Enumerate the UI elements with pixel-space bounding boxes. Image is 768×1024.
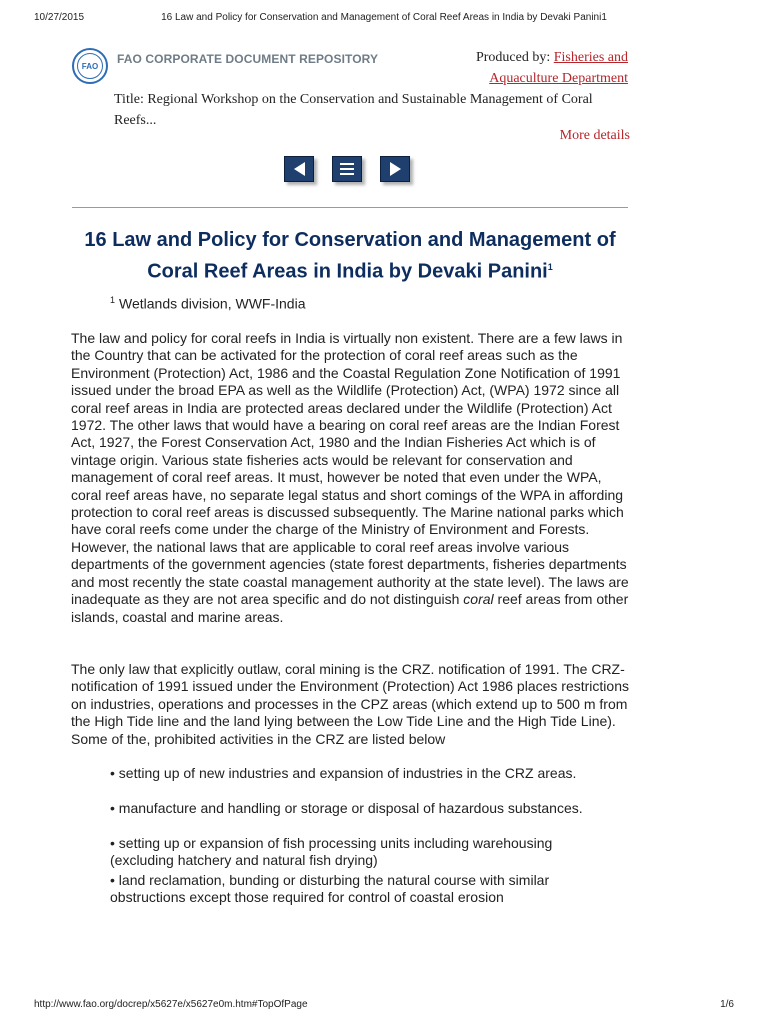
repository-banner	[72, 44, 632, 139]
paragraph-1-text-end: reef areas from other islands, coastal and marine areas.	[71, 591, 629, 625]
article-heading-text: 16 Law and Policy for Conservation and Management of Coral Reef Areas in India by Devaki Panini	[84, 229, 616, 283]
page-navigation	[284, 156, 414, 186]
repository-name[interactable]: FAO CORPORATE DOCUMENT REPOSITORY	[117, 52, 379, 66]
table-of-contents-icon	[340, 163, 354, 175]
print-page-number: 1/6	[720, 999, 734, 1010]
fao-emblem-icon[interactable]	[72, 48, 108, 84]
print-url: http://www.fao.org/docrep/x5627e/x5627e0m.htm#TopOfPage	[34, 999, 308, 1010]
heading-footnote-marker[interactable]: 1	[547, 262, 553, 272]
next-page-button[interactable]	[380, 156, 410, 182]
list-item: • manufacture and handling or storage or disposal of hazardous substances.	[110, 800, 583, 817]
divider	[72, 207, 628, 208]
print-date: 10/27/2015	[34, 12, 85, 23]
list-item: • land reclamation, bunding or disturbing the natural course with similar obstructions except those required for control of coastal erosion	[110, 871, 550, 906]
paragraph-1-text: The law and policy for coral reefs in India is virtually non existent. There are a few laws in the Country that can be activated for the protection of coral reef areas such as the Environment (Protection) Act, 1986 and the Coastal Regulation Zone Notification of 1991 issued under the broad EPA as well as the Wildlife (Protection) Act, (WPA) 1972 since all coral reef areas in India are protected areas declared under the Wildlife (Protection) Act 1972. The other laws that would have a bearing on coral reef areas are the Indian Forest Act, 1927, the Forest Conservation Act, 1980 and the Indian Fisheries Act which is of vintage origin. Various state fisheries acts would be relevant for conservation and management of coral reef areas. It must, however be noted that even under the WPA, coral reef areas have, no separate legal status and short comings of the WPA in affording protection to coral reef areas is discussed subsequently. The Marine national parks which have coral reefs come under the charge of the Ministry of Environment and Forests. However, the national laws that are applicable to coral reef areas involve various departments of the government agencies (state forest departments, fisheries departments and most recently the state coastal management authority at the state level). The laws are inadequate as they are not area specific and do not distinguish	[71, 330, 629, 608]
document-title: Title: Regional Workshop on the Conservation and Sustainable Management of Coral Reefs...	[114, 92, 593, 128]
next-arrow-icon	[390, 162, 401, 176]
print-page-title: 16 Law and Policy for Conservation and Management of Coral Reef Areas in India by Devaki Panini1	[161, 12, 607, 23]
list-item: • setting up of new industries and expansion of industries in the CRZ areas.	[110, 765, 577, 781]
previous-arrow-icon	[294, 162, 305, 176]
paragraph-1	[71, 330, 634, 626]
footnote	[110, 295, 305, 312]
fao-logo-text: FAO	[77, 53, 103, 79]
prohibited-activities-list	[110, 765, 590, 924]
previous-page-button[interactable]	[284, 156, 314, 182]
list-item: • setting up or expansion of fish processing units including warehousing (excluding hatchery and natural fish drying)	[110, 834, 553, 869]
produced-by	[448, 47, 628, 89]
department-link[interactable]: Fisheries and Aquaculture Department	[489, 50, 628, 86]
print-footer	[34, 999, 734, 1010]
paragraph-2: The only law that explicitly outlaw, coral mining is the CRZ. notification of 1991. The CRZ-notification of 1991 issued under the Environment (Protection) Act 1986 places restrictions on industries, operations and processes in the CPZ areas (which extend up to 500 m from the High Tide line and the land lying between the Low Tide Line and the High Tide Line). Some of the, prohibited activities in the CRZ are listed below	[71, 661, 629, 747]
article-heading	[70, 227, 630, 286]
paragraph-1-italic: coral	[463, 591, 494, 608]
produced-by-label: Produced by:	[475, 50, 551, 65]
footnote-marker: 1	[110, 295, 116, 305]
table-of-contents-button[interactable]	[332, 156, 362, 182]
more-details-link[interactable]: More details	[559, 128, 630, 139]
footnote-text: Wetlands division, WWF-India	[119, 295, 306, 312]
